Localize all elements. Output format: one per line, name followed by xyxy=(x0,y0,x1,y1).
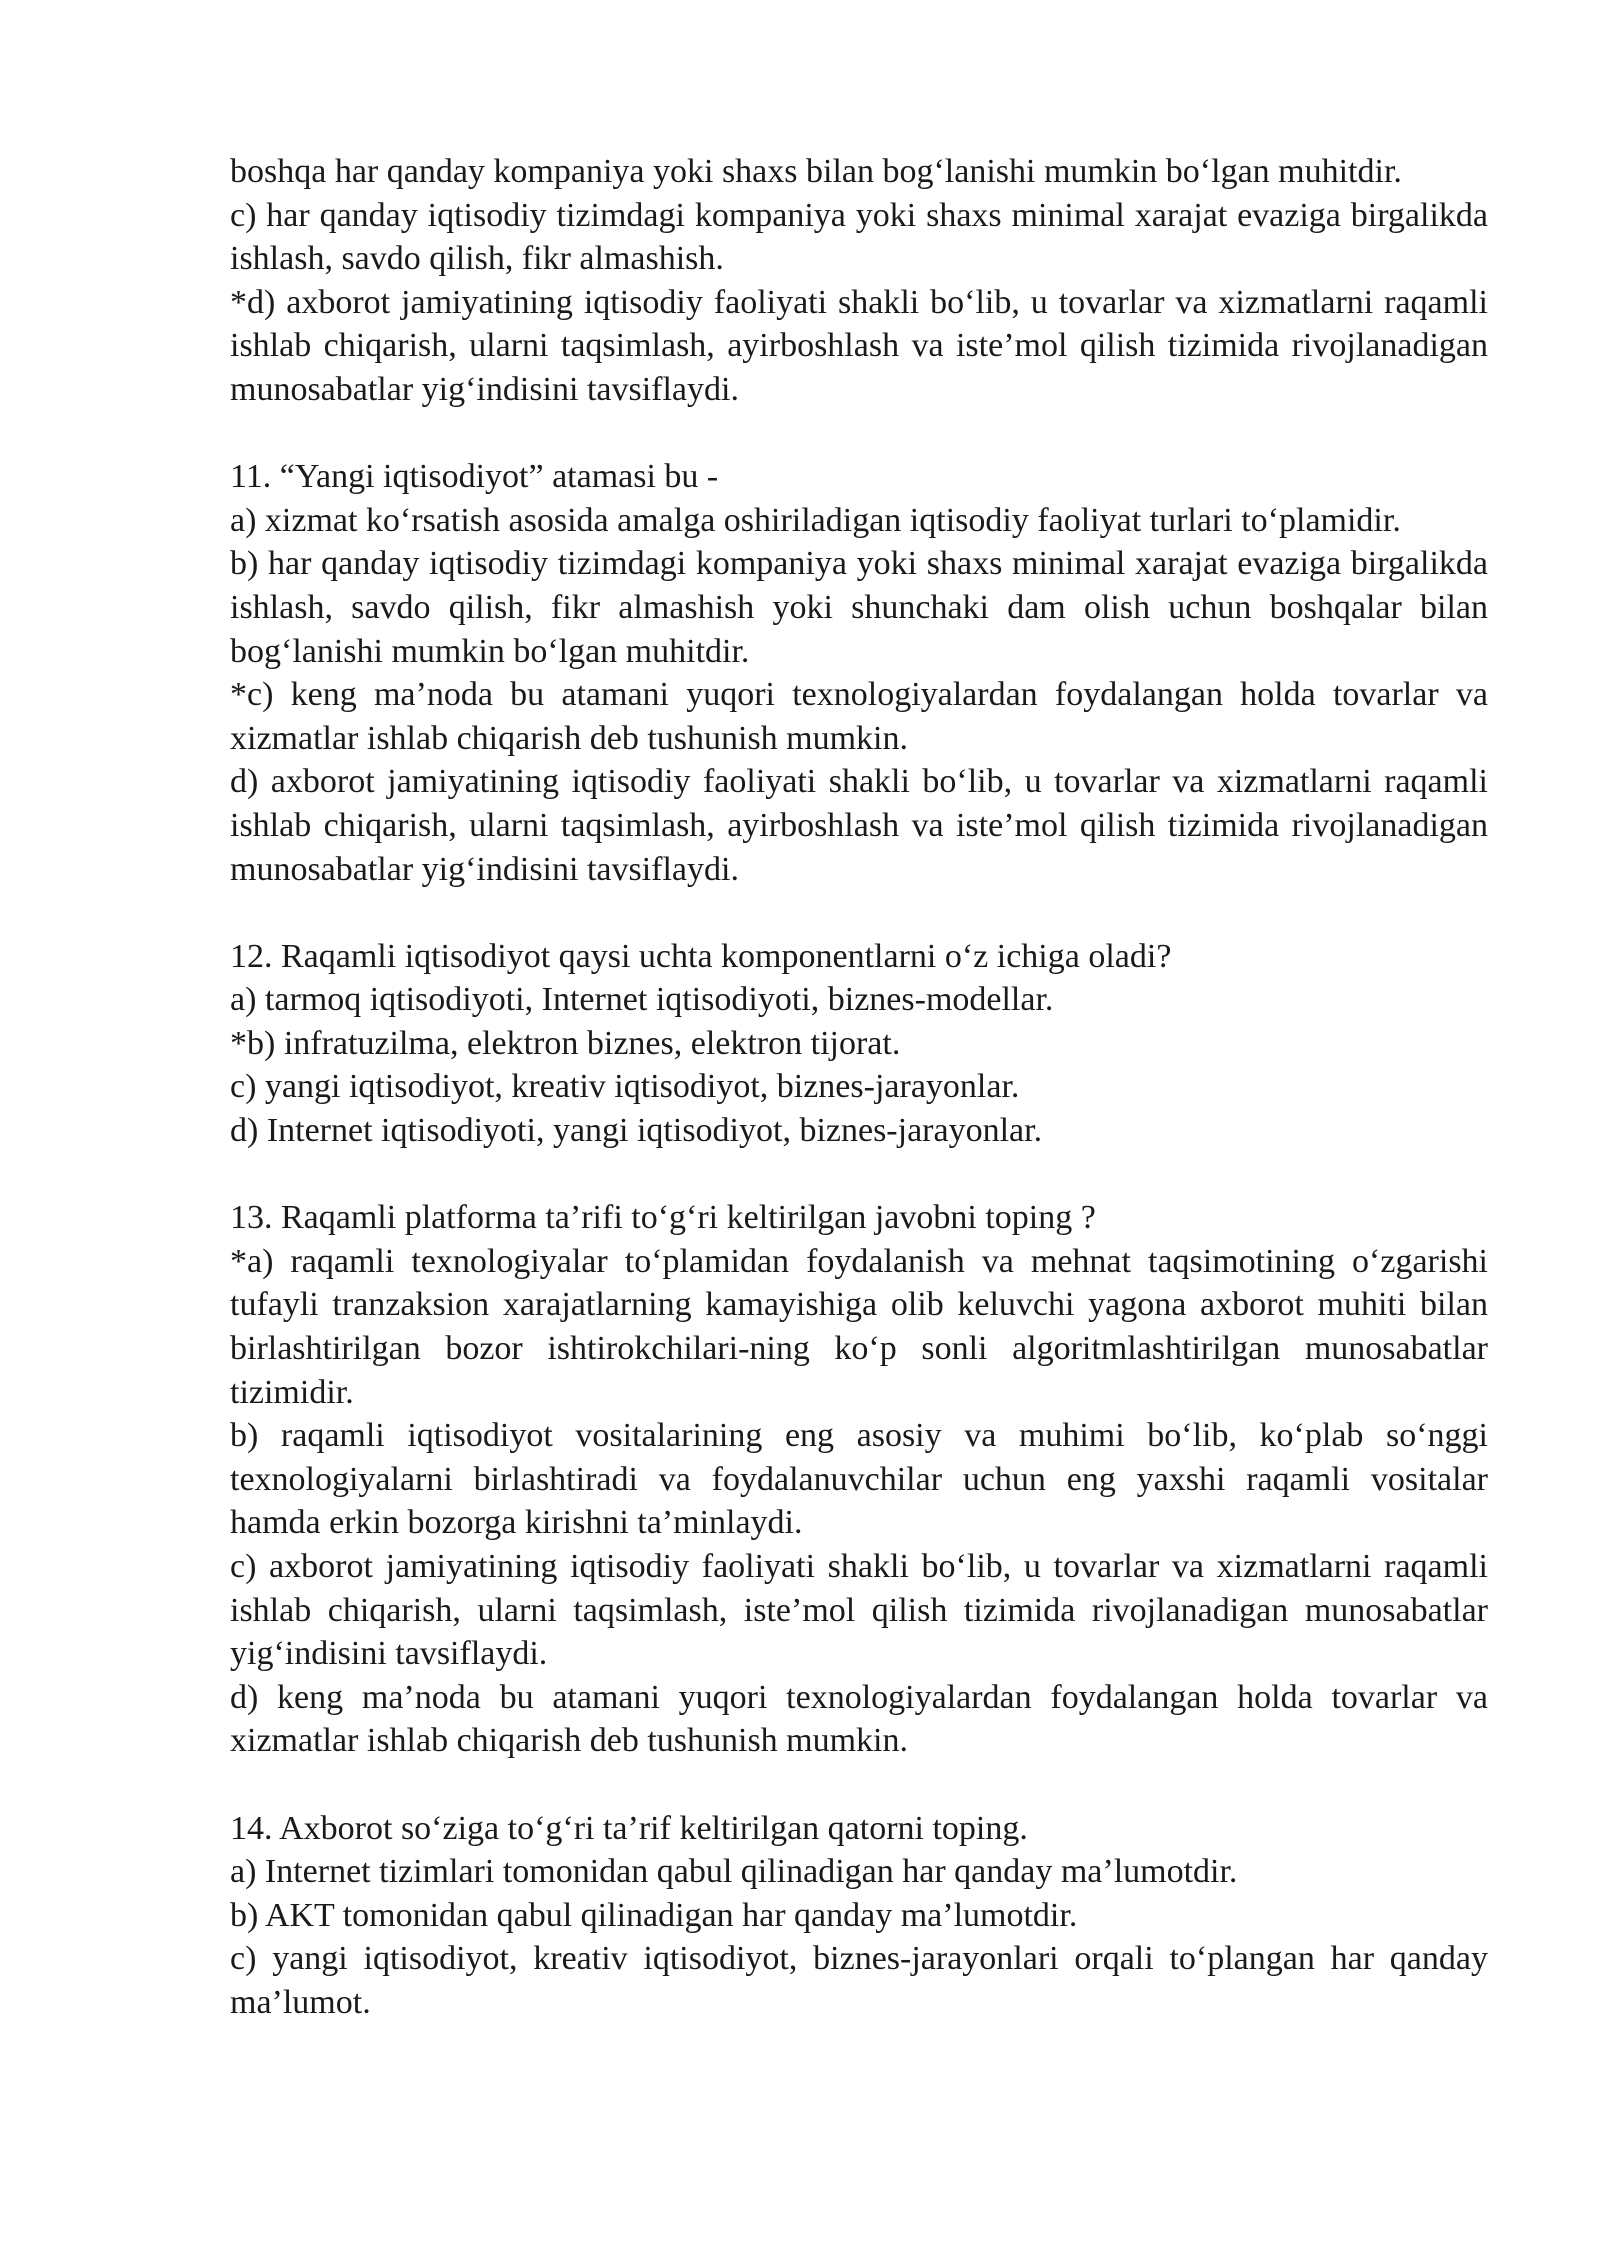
answer-option: c) yangi iqtisodiyot, kreativ iqtisodiyot, biznes-jarayonlari orqali to‘plangan har qanday ma’lumot. xyxy=(230,1940,1488,2021)
question-text: 12. Raqamli iqtisodiyot qaysi uchta komponentlarni o‘z ichiga oladi? xyxy=(230,937,1172,975)
question-12 xyxy=(230,935,1488,1153)
spacer xyxy=(230,1763,1488,1807)
answer-option: d) axborot jamiyatining iqtisodiy faoliyati shakli bo‘lib, u tovarlar va xizmatlarni raqamli ishlab chiqarish, ularni taqsimlash, ayirboshlash va iste’mol qilish tizimida rivojlanadigan munosabatlar yig‘indisini tavsiflaydi. xyxy=(230,763,1488,888)
answer-option: a) tarmoq iqtisodiyoti, Internet iqtisodiyoti, biznes-modellar. xyxy=(230,981,1054,1019)
question-11 xyxy=(230,455,1488,891)
answer-option-correct: *c) keng ma’noda bu atamani yuqori texnologiyalardan foydalangan holda tovarlar va xizmatlar ishlab chiqarish deb tushunish mumkin. xyxy=(230,676,1488,757)
answer-option: b) AKT tomonidan qabul qilinadigan har qanday ma’lumotdir. xyxy=(230,1896,1078,1934)
question-13 xyxy=(230,1196,1488,1763)
answer-option: boshqa har qanday kompaniya yoki shaxs bilan bog‘lanishi mumkin bo‘lgan muhitdir. xyxy=(230,153,1402,190)
answer-option-correct: *d) axborot jamiyatining iqtisodiy faoliyati shakli bo‘lib, u tovarlar va xizmatlarni raqamli ishlab chiqarish, ularni taqsimlash, ayirboshlash va iste’mol qilish tizimida rivojlanadigan munosabatlar yig‘indisini tavsiflaydi. xyxy=(230,283,1488,408)
spacer xyxy=(230,1153,1488,1197)
answer-option: b) har qanday iqtisodiy tizimdagi kompaniya yoki shaxs minimal xarajat evaziga birgalikda ishlash, savdo qilish, fikr almashish yoki shunchaki dam olish uchun boshqalar bilan bog‘lanishi mumkin bo‘lgan muhitdir. xyxy=(230,545,1488,670)
answer-option: a) Internet tizimlari tomonidan qabul qilinadigan har qanday ma’lumotdir. xyxy=(230,1853,1238,1891)
spacer xyxy=(230,891,1488,935)
answer-option: d) Internet iqtisodiyoti, yangi iqtisodiyot, biznes-jarayonlar. xyxy=(230,1112,1043,1150)
spacer xyxy=(230,412,1488,456)
question-10-continuation xyxy=(230,150,1488,412)
question-text: 13. Raqamli platforma ta’rifi to‘g‘ri keltirilgan javobni toping ? xyxy=(230,1199,1096,1237)
answer-option-correct: *a) raqamli texnologiyalar to‘plamidan foydalanish va mehnat taqsimotining o‘zgarishi tufayli tranzaksion xarajatlarning kamayishiga olib keluvchi yagona axborot muhiti bilan birlashtirilgan bozor ishtirokchilari-ning ko‘p sonli algoritmlashtirilgan munosabatlar tizimidir. xyxy=(230,1242,1488,1411)
answer-option-correct: *b) infratuzilma, elektron biznes, elektron tijorat. xyxy=(230,1024,901,1062)
answer-option: a) xizmat ko‘rsatish asosida amalga oshiriladigan iqtisodiy faoliyat turlari to‘plamidir. xyxy=(230,501,1401,539)
answer-option: d) keng ma’noda bu atamani yuqori texnologiyalardan foydalangan holda tovarlar va xizmatlar ishlab chiqarish deb tushunish mumkin. xyxy=(230,1678,1488,1760)
answer-option: c) har qanday iqtisodiy tizimdagi kompaniya yoki shaxs minimal xarajat evaziga birgalikda ishlash, savdo qilish, fikr almashish. xyxy=(230,196,1488,278)
question-text: 11. “Yangi iqtisodiyot” atamasi bu - xyxy=(230,458,719,496)
answer-option: c) yangi iqtisodiyot, kreativ iqtisodiyot, biznes-jarayonlar. xyxy=(230,1068,1020,1106)
answer-option: c) axborot jamiyatining iqtisodiy faoliyati shakli bo‘lib, u tovarlar va xizmatlarni raqamli ishlab chiqarish, ularni taqsimlash, iste’mol qilish tizimida rivojlanadigan munosabatlar yig‘indisini tavsiflaydi. xyxy=(230,1548,1488,1673)
question-text: 14. Axborot so‘ziga to‘g‘ri ta’rif keltirilgan qatorni toping. xyxy=(230,1809,1028,1847)
document-page xyxy=(230,150,1488,2025)
question-14 xyxy=(230,1807,1488,2025)
answer-option: b) raqamli iqtisodiyot vositalarining eng asosiy va muhimi bo‘lib, ko‘plab so‘nggi texnologiyalarni birlashtiradi va foydalanuvchilar uchun eng yaxshi raqamli vositalar hamda erkin bozorga kirishni ta’minlaydi. xyxy=(230,1417,1488,1542)
